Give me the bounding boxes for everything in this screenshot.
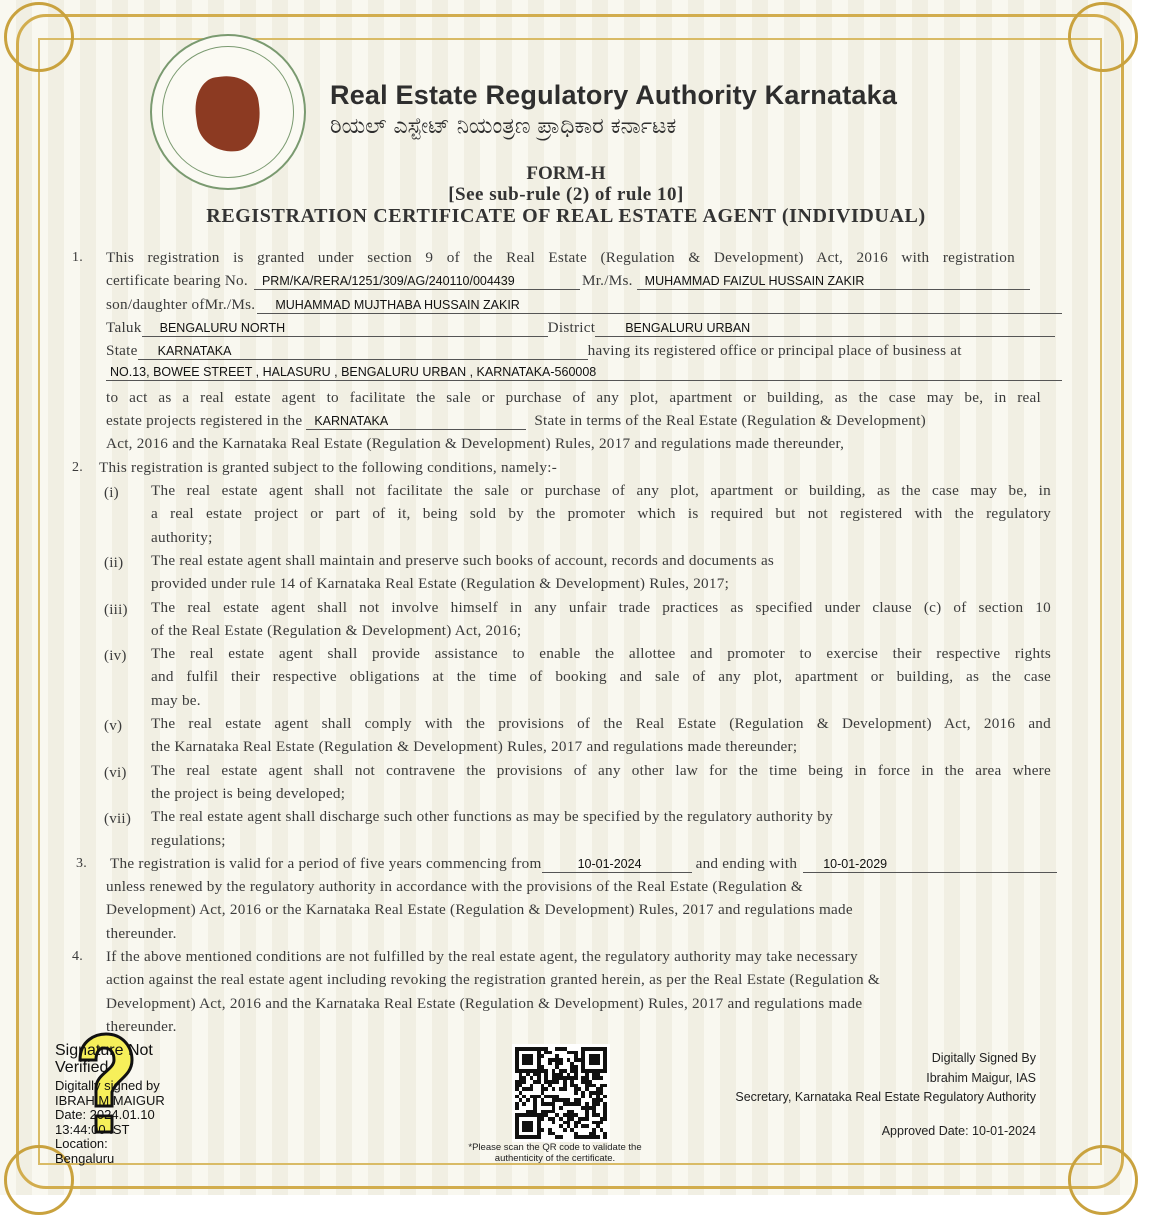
valid-from-field: 10-01-2024	[542, 855, 692, 873]
condition-text: and fulfil their respective obligations at the time of booking and sale of any plot, apartment or building, as the case	[151, 668, 1051, 686]
signature-status[interactable]	[55, 1042, 185, 1166]
text-line: thereunder.	[106, 924, 177, 942]
condition-text: The real estate agent shall comply with the provisions of the Real Estate (Regulation & Development) Act, 2016 and	[151, 715, 1051, 732]
signature-detail: Digitally signed by	[55, 1078, 160, 1093]
condition-text: regulations;	[151, 831, 226, 849]
condition-text: The real estate agent shall provide assistance to enable the allottee and promoter to exercise their respective rights	[151, 645, 1051, 663]
validity-line	[110, 852, 1057, 875]
signature-detail: Location:	[55, 1136, 108, 1151]
signature-detail: IBRAHIM MAIGUR	[55, 1092, 165, 1108]
agent-name-field: MUHAMMAD FAIZUL HUSSAIN ZAKIR	[637, 272, 1030, 290]
para-number: 2.	[72, 459, 83, 475]
text-line: Act, 2016 and the Karnataka Real Estate (Regulation & Development) Rules, 2017 and regulations made thereunder,	[106, 435, 845, 453]
text-line: Development) Act, 2016 or the Karnataka Real Estate (Regulation & Development) Rules, 2017 and regulations made	[106, 901, 853, 919]
project-state-field: KARNATAKA	[306, 412, 526, 430]
signature-detail: 13:44:00 IST	[55, 1121, 130, 1137]
label: estate projects registered in the	[106, 412, 303, 430]
condition-text: may be.	[151, 691, 201, 709]
condition-label: (v)	[104, 718, 123, 734]
text-line: This registration is granted under section 9 of the Real Estate (Regulation & Development) Act, 2016 with registration	[106, 249, 1015, 266]
label: Taluk	[106, 318, 142, 336]
taluk-field: BENGALURU NORTH	[142, 319, 548, 337]
reg-number-field: PRM/KA/RERA/1251/309/AG/240110/004439	[254, 272, 580, 290]
condition-text: a real estate project or part of it, being sold by the promoter which is required but not registered with the regulatory	[151, 505, 1051, 523]
signed-by-label: Digitally Signed By	[931, 1051, 1036, 1065]
condition-text: authority;	[151, 528, 213, 546]
corner-ornament	[1068, 2, 1138, 72]
district-field: BENGALURU URBAN	[595, 319, 1055, 337]
taluk-line	[106, 316, 1055, 339]
para-number: 4.	[72, 949, 83, 964]
signer-designation: Secretary, Karnataka Real Estate Regulatory Authority	[735, 1090, 1036, 1104]
certificate-title: REGISTRATION CERTIFICATE OF REAL ESTATE AGENT (INDIVIDUAL)	[206, 205, 926, 227]
text-line: If the above mentioned conditions are not fulfilled by the real estate agent, the regulatory authority may take necessary	[106, 948, 858, 965]
condition-label: (vi)	[104, 764, 127, 781]
label: District	[547, 318, 596, 336]
condition-text: The real estate agent shall not involve himself in any unfair trade practices as specified under clause (c) of section 10	[151, 598, 1051, 616]
condition-text: the Karnataka Real Estate (Regulation & Development) Rules, 2017 and regulations made thereunder;	[151, 738, 798, 756]
condition-label: (ii)	[104, 554, 124, 571]
label: State in terms of the Real Estate (Regulation & Development)	[534, 412, 926, 430]
signer-name: Ibrahim Maigur, IAS	[926, 1070, 1036, 1085]
para-number: 3.	[76, 855, 87, 871]
label: son/daughter ofMr./Ms.	[106, 295, 256, 313]
corner-ornament	[1068, 1145, 1138, 1215]
signature-detail: Bengaluru	[55, 1150, 115, 1166]
reg-line	[106, 269, 1030, 292]
text-line: Development) Act, 2016 and the Karnataka Real Estate (Regulation & Development) Rules, 2017 and regulations made	[106, 994, 863, 1012]
state-line	[106, 339, 1061, 362]
label: certificate bearing No.	[106, 272, 248, 290]
para-number: 1.	[72, 250, 83, 265]
valid-to-field: 10-01-2029	[803, 855, 1057, 873]
qr-module	[603, 1135, 607, 1139]
project-state-line	[106, 409, 1061, 432]
label: The registration is valid for a period of five years commencing from	[110, 854, 542, 872]
state-field: KARNATAKA	[138, 342, 588, 360]
condition-text: The real estate agent shall maintain and preserve such books of account, records and documents as	[151, 551, 775, 569]
condition-text: provided under rule 14 of Karnataka Real Estate (Regulation & Development) Rules, 2017;	[151, 575, 730, 593]
label: Mr./Ms.	[581, 272, 633, 290]
condition-text: The real estate agent shall discharge such other functions as may be specified by the regulatory authority by	[151, 808, 833, 826]
condition-label: (iv)	[104, 648, 127, 665]
signature-status-title: Signature Not Verified	[55, 1042, 153, 1076]
text-line: action against the real estate agent including revoking the registration granted herein, as per the Real Estate (Regulation &	[106, 971, 880, 989]
text-line: unless renewed by the regulatory authority in accordance with the provisions of the Real Estate (Regulation &	[106, 878, 803, 896]
qr-note: *Please scan the QR code to validate the authenticity of the certificate.	[468, 1142, 642, 1164]
label: having its registered office or principal place of business at	[587, 342, 962, 360]
condition-label: (vii)	[104, 811, 132, 828]
condition-text: of the Real Estate (Regulation & Development) Act, 2016;	[151, 621, 522, 639]
authority-title-kannada: ರಿಯಲ್ ಎಸ್ಟೇಟ್ ನಿಯಂತ್ರಣ ಪ್ರಾಧಿಕಾರ ಕರ್ನಾಟಕ	[330, 114, 677, 139]
condition-label: (i)	[104, 485, 119, 501]
parent-line	[106, 293, 1062, 316]
label: and ending with	[695, 854, 798, 872]
condition-text: The real estate agent shall not facilitate the sale or purchase of any plot, apartment or building, as the case may be, in	[151, 482, 1051, 499]
rule-reference: [See sub-rule (2) of rule 10]	[448, 184, 684, 205]
label: State	[106, 342, 138, 360]
condition-text: the project is being developed;	[151, 784, 346, 802]
text-line: to act as a real estate agent to facilitate the sale or purchase of any plot, apartment or building, as the case may be, in real	[106, 388, 1041, 406]
condition-label: (iii)	[104, 601, 128, 618]
text-line: This registration is granted subject to the following conditions, namely:-	[99, 458, 558, 476]
parent-name-field: MUHAMMAD MUJTHABA HUSSAIN ZAKIR	[257, 296, 1062, 314]
approved-date: Approved Date: 10-01-2024	[881, 1123, 1036, 1138]
form-name: FORM-H	[526, 163, 606, 184]
text-line: thereunder.	[106, 1017, 177, 1035]
address-line	[106, 363, 1062, 386]
condition-text: The real estate agent shall not contravene the provisions of any other law for the time being in force in the area where	[151, 761, 1051, 779]
qr-code[interactable]	[512, 1044, 610, 1142]
signature-detail: Date: 2024.01.10	[55, 1107, 155, 1122]
address-field: NO.13, BOWEE STREET , HALASURU , BENGALURU URBAN , KARNATAKA-560008	[106, 363, 1062, 381]
digital-signature-block	[735, 1049, 1036, 1141]
corner-ornament	[4, 2, 74, 72]
authority-title: Real Estate Regulatory Authority Karnataka	[330, 80, 898, 110]
